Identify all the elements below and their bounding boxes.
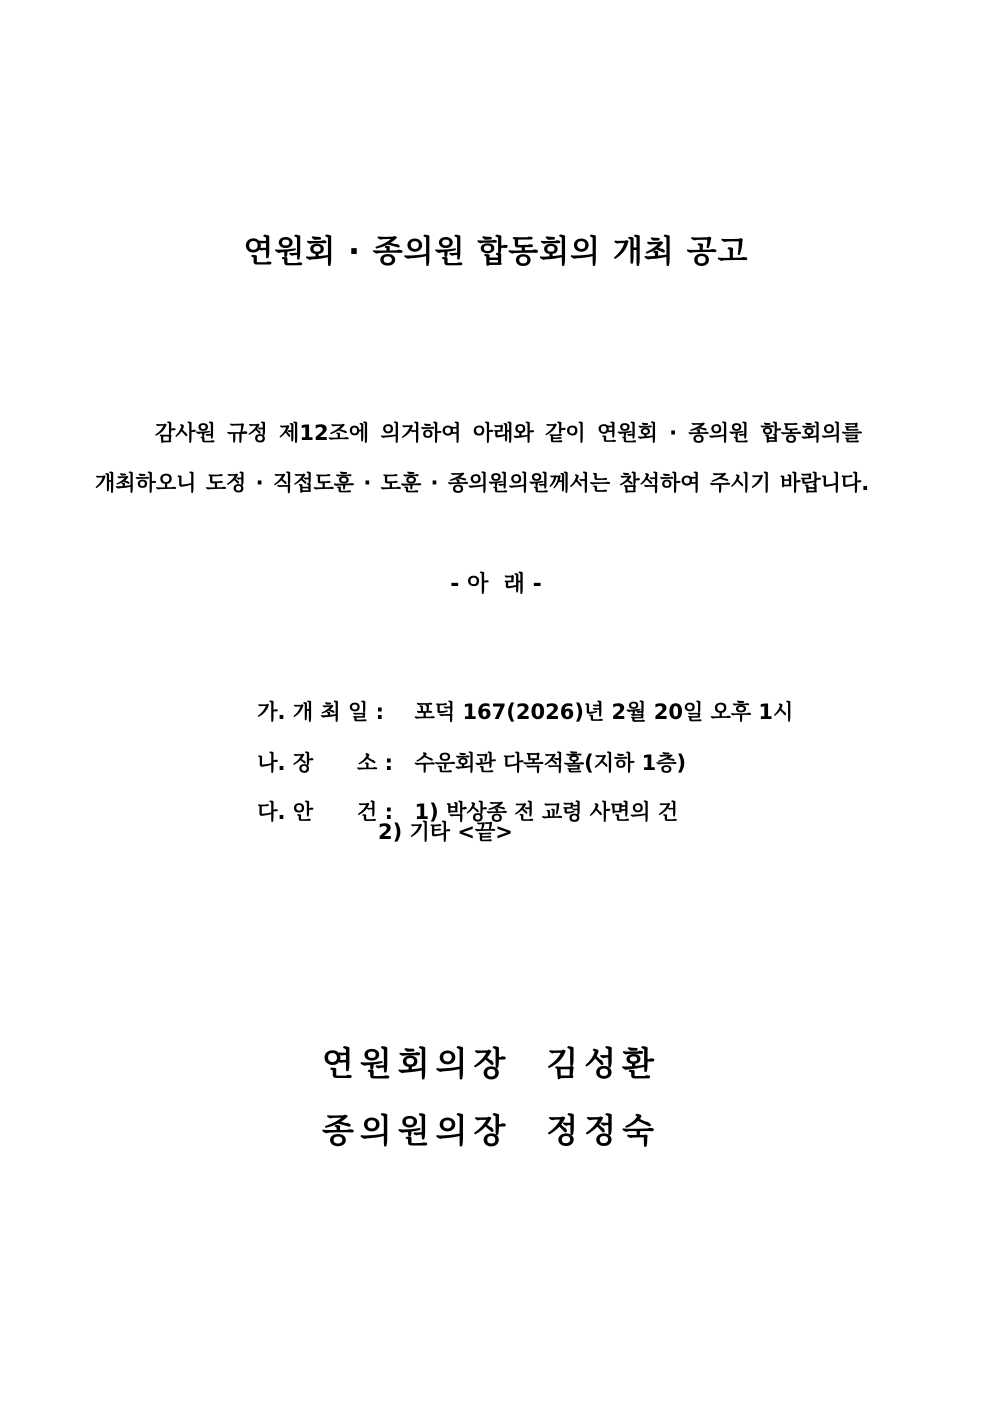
paragraph-line-1: 감사원 규정 제12조에 의거하여 아래와 같이 연원회 · 종의원 합동회의를 xyxy=(155,421,863,445)
below-heading: - 아 래 - xyxy=(450,572,542,597)
paragraph-line-2: 개최하오니 도정 · 직접도훈 · 도훈 · 종의원의원께서는 참석하여 주시기 바랍니다. xyxy=(95,471,870,495)
signature-line-2: 종의원의장 정정숙 xyxy=(322,1111,661,1150)
item-label: 다. 안 건 : xyxy=(257,800,393,824)
item-value: 포덕 167(2026)년 2월 20일 오후 1시 xyxy=(407,700,794,724)
document-title: 연원회 · 종의원 합동회의 개최 공고 xyxy=(243,234,749,270)
item-label: 가. 개 최 일 : xyxy=(257,700,385,724)
item-label: 나. 장 소 : xyxy=(257,751,393,775)
signature-line-1: 연원회의장 김성환 xyxy=(322,1044,661,1083)
item-value: 1) 박상종 전 교령 사면의 건 xyxy=(407,800,679,824)
agenda-continuation: 2) 기타 <끝> xyxy=(378,820,513,844)
item-value: 수운회관 다목적홀(지하 1층) xyxy=(407,751,687,775)
